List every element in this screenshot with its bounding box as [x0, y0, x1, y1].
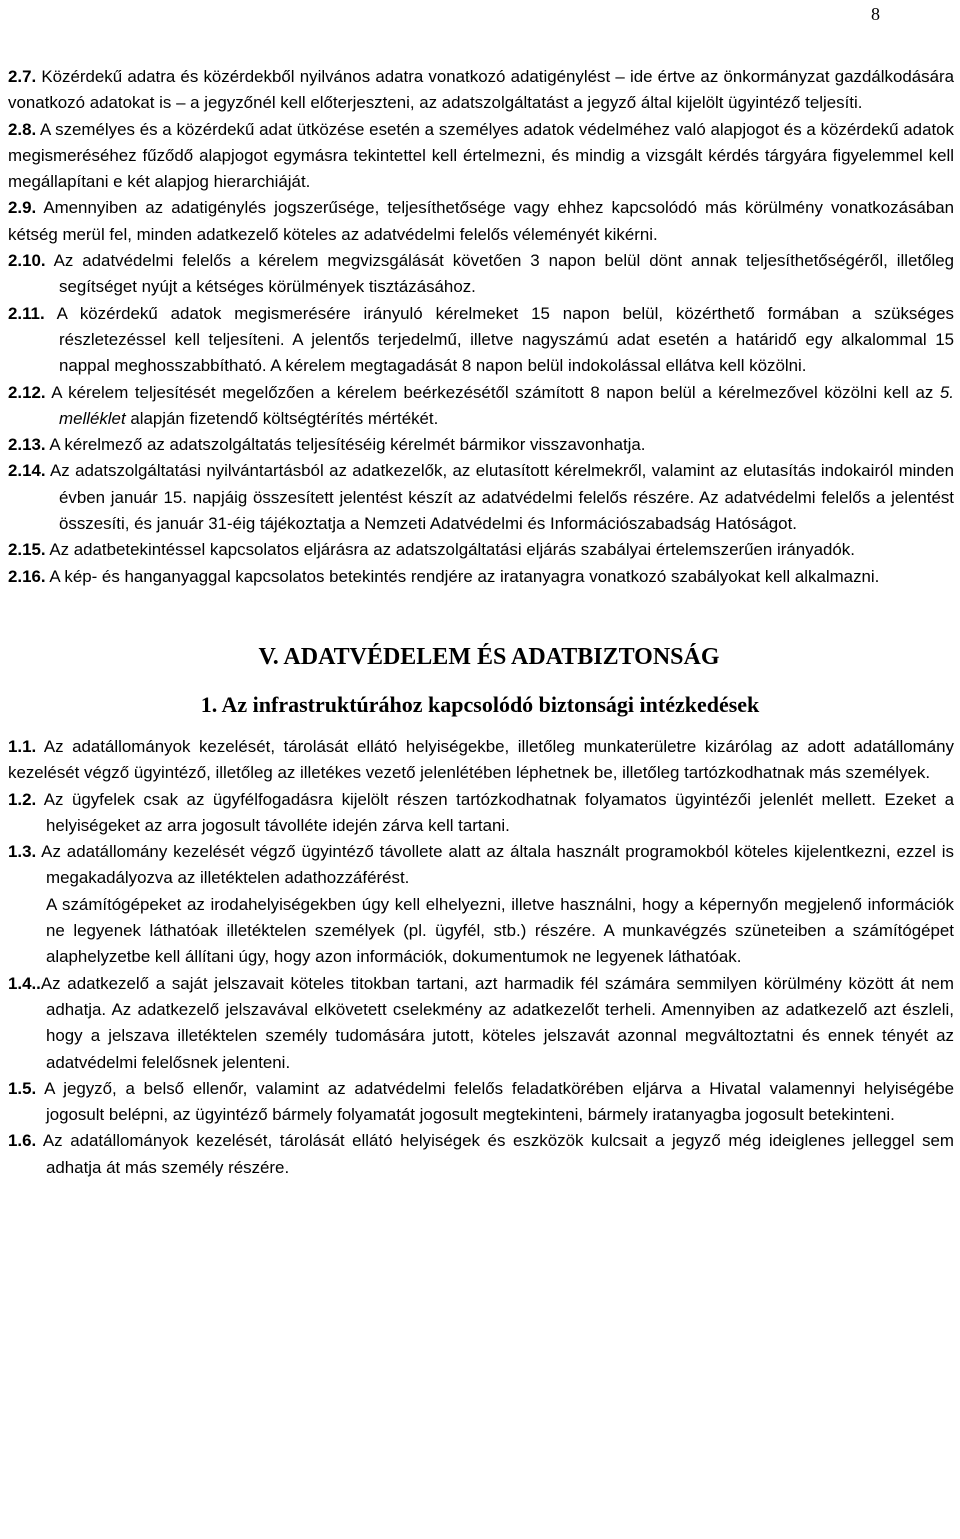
- paragraph-text: Amennyiben az adatigénylés jogszerűsége, teljesíthetősége vagy ehhez kapcsolódó más körülmény vonatkozásában kétség merül fel, minden adatkezelő köteles az adatvédelmi felelős véleményét kikérni.: [8, 198, 954, 244]
- paragraph-2-10: [0, 248, 960, 301]
- paragraph-2-11: [0, 301, 960, 380]
- paragraph-2-9: [0, 195, 960, 248]
- chapter-title: V. ADATVÉDELEM ÉS ADATBIZTONSÁG: [258, 643, 720, 670]
- paragraph-number: 2.16.: [8, 566, 46, 586]
- paragraph-2-13: [0, 432, 960, 458]
- paragraph-number: 1.2.: [8, 789, 37, 809]
- paragraph-text: A jegyző, a belső ellenőr, valamint az adatvédelmi felelős feladatkörében eljárva a Hivatal valamennyi helyiségébe jogosult belépni, az ügyintéző bármely folyamatát jogosult megtekinteni, bármely iratanyagba jogosult betekinteni.: [44, 1078, 955, 1125]
- paragraph-number: 2.11.: [8, 303, 45, 323]
- paragraph-text: A számítógépeket az irodahelyiségekben úgy kell elhelyezni, illetve használni, hogy a képernyőn megjelenő információk ne legyenek láthatóak illetéktelen személyek (pl. ügyfél, stb.) részére. A munkavégzés szüneteiben a számítógépet alaphelyzetbe kell állítani úgy, hogy azon információk, dokumentumok ne legyenek láthatóak.: [46, 894, 954, 967]
- paragraph-number: 2.15.: [8, 540, 46, 560]
- paragraph-text: A kép- és hanganyaggal kapcsolatos betekintés rendjére az iratanyagra vonatkozó szabályokat kell alkalmazni.: [49, 566, 880, 586]
- paragraph-text: Az adatkezelő a saját jelszavait köteles titokban tartani, azt harmadik fél számára semmilyen körülmény között át nem adhatja. Az adatkezelő jelszavával elkövetett cselekmény az adatkezelőt terheli. Amennyiben az adatkezelő azt észleli, hogy a jelszava illetéktelen személy tudomására jutott, köteles jelszavát azonnal megváltoztatni és ennek tényét az adatvédelmi felelősnek jelenteni.: [40, 973, 954, 1072]
- paragraph-2-8: [0, 117, 960, 196]
- paragraph-number: 1.3.: [8, 842, 37, 862]
- paragraph-text: A közérdekű adatok megismerésére irányuló kérelmeket 15 napon belül, közérthető formában a szükséges részletezéssel kell teljesíteni. A jelentős terjedelmű, illetve nagyszámú adat esetén a határidő egy alkalommal 15 nappal meghosszabbítható. A kérelem megtagadását 8 napon belül indokolással ellátva kell közölni.: [56, 303, 955, 376]
- paragraph-1-6: [0, 1128, 960, 1181]
- paragraph-number: 2.7.: [8, 67, 37, 86]
- paragraph-2-7: [0, 64, 960, 117]
- paragraph-number: 1.4..: [8, 973, 41, 993]
- paragraph-text: A személyes és a közérdekű adat ütközése esetén a személyes adatok védelméhez való alapjogot és a közérdekű adatok megismeréséhez fűződő alapjogot egymásra tekintettel kell értelmezni, és mindig a vizsgált kérdés tárgyára figyelemmel kell megállapítani e két alapjog hierarchiáját.: [8, 119, 954, 192]
- paragraph-text: A kérelem teljesítését megelőzően a kérelem beérkezésétől számított 8 napon belül a kérelmezővel közölni kell az: [51, 382, 940, 402]
- paragraph-number: 2.9.: [8, 198, 37, 218]
- paragraph-2-15: [0, 537, 960, 563]
- document-body: [0, 64, 960, 1181]
- paragraph-1-3: [0, 839, 960, 892]
- paragraph-text: Az adatvédelmi felelős a kérelem megvizsgálását követően 3 napon belül dönt annak teljesíthetőségéről, illetőleg segítséget nyújt a kétséges körülmények tisztázásához.: [53, 251, 954, 297]
- paragraph-1-4: [0, 971, 960, 1076]
- paragraph-text: Az adatállományok kezelését, tárolását ellátó helyiségekbe, illetőleg munkaterületre kizárólag az adott adatállomány kezelését végző ügyintéző, illetőleg az illetékes vezető jelenlétében léphetnek be, illetőleg tartózkodhatnak más személyek.: [8, 736, 954, 783]
- paragraph-number: 1.1.: [8, 736, 37, 756]
- paragraph-1-3-continued: [0, 892, 960, 971]
- paragraph-number: 2.12.: [8, 382, 46, 402]
- appendix-reference: 5. melléklet: [59, 382, 954, 428]
- paragraph-text: Az adatállomány kezelését végző ügyintéző távollete alatt az általa használt programokból köteles kijelentkezni, ezzel is megakadályozva az illetéktelen adathozzáférést.: [41, 842, 954, 888]
- paragraph-text: Közérdekű adatra és közérdekből nyilvános adatra vonatkozó adatigénylést – ide értve az önkormányzat gazdálkodására vonatkozó adatokat is – a jegyzőnél kell előterjeszteni, az adatszolgáltatást a jegyző által kijelölt ügyintéző teljesíti.: [8, 67, 954, 113]
- paragraph-1-1: [0, 734, 960, 787]
- paragraph-text: Az adatállományok kezelését, tárolását ellátó helyiségek és eszközök kulcsait a jegyző még ideiglenes jelleggel sem adhatja át más személy részére.: [42, 1131, 955, 1177]
- paragraph-2-12: [0, 380, 960, 433]
- paragraph-text: Az ügyfelek csak az ügyfélfogadásra kijelölt részen tartózkodhatnak folyamatos ügyintézői jelenlét mellett. Ezeket a helyiségeket az arra jogosult távolléte idején zárva kell tartani.: [43, 789, 954, 835]
- section-title: 1. Az infrastruktúrához kapcsolódó biztonsági intézkedések: [200, 691, 760, 717]
- spacer: [0, 590, 960, 642]
- paragraph-1-2: [0, 787, 960, 840]
- paragraph-text: A kérelmező az adatszolgáltatás teljesítéséig kérelmét bármikor visszavonhatja.: [49, 435, 646, 455]
- paragraph-number: 2.13.: [8, 435, 46, 455]
- paragraph-number: 1.6.: [8, 1131, 37, 1151]
- paragraph-2-14: [0, 458, 960, 537]
- paragraph-text-end: alapján fizetendő költségtérítés mértékét.: [125, 408, 439, 428]
- paragraph-number: 2.10.: [8, 251, 46, 271]
- paragraph-text: Az adatszolgáltatási nyilvántartásból az adatkezelők, az elutasított kérelmekről, valamint az elutasítás indokairól minden évben január 15. napjáig összesített jelentést készít az adatvédelmi felelős részére. Az adatvédelmi felelős a jelentést összesíti, és január 31-éig tájékoztatja a Nemzeti Adatvédelmi és Információszabadság Hatóságot.: [50, 461, 954, 534]
- page-number: 8: [871, 4, 880, 24]
- paragraph-number: 1.5.: [8, 1078, 37, 1098]
- paragraph-number: 2.14.: [8, 461, 46, 481]
- paragraph-number: 2.8.: [8, 119, 37, 139]
- paragraph-text: Az adatbetekintéssel kapcsolatos eljárásra az adatszolgáltatási eljárás szabályai értelemszerűen irányadók.: [49, 540, 855, 560]
- paragraph-1-5: [0, 1076, 960, 1129]
- paragraph-2-16: [0, 564, 960, 590]
